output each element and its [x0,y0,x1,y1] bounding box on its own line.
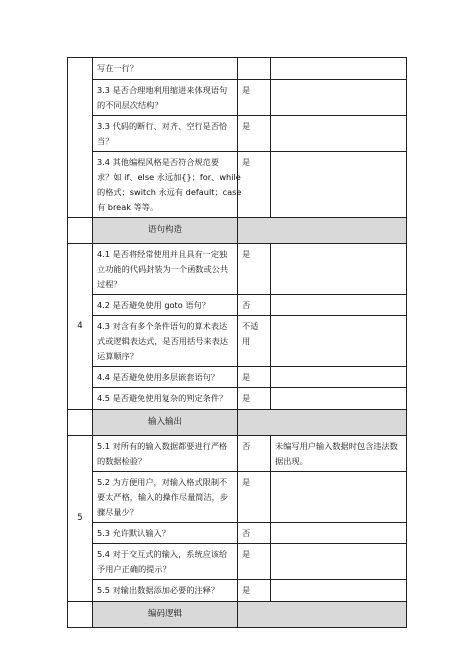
section-title: 编码逻辑 [93,602,238,628]
section-number-blank [68,218,93,244]
table-row [68,316,407,367]
check-note [271,544,407,580]
check-note [271,367,407,388]
section-number-blank [68,58,93,218]
cell-text-line: 5.4 对于交互式的输入，系统应该给 [97,549,228,559]
table-row [68,367,407,388]
check-note [271,472,407,523]
check-note [271,388,407,410]
cell-text-line: 4.2 是否避免使用 goto 语句？ [97,300,210,310]
check-note [271,316,407,367]
section-header-row [68,410,407,436]
cell-text-line: 予用户正确的提示？ [97,564,171,574]
section-title: 语句构造 [93,218,238,244]
section-title: 输入输出 [93,410,238,436]
check-result: 是 [238,152,271,218]
cell-text-line: 5.2 为方便用户，对输入格式限制不 [97,477,228,487]
check-result: 是 [238,544,271,580]
check-note [271,244,407,295]
check-item [93,544,238,580]
section-number: 5 [68,436,93,602]
cell-text-line: 写在一行？ [97,63,138,73]
check-item [93,58,238,80]
cell-text-line: 5.1 对所有的输入数据都要进行严格 [97,441,228,451]
check-result: 否 [238,436,271,472]
table-row [68,58,407,80]
table-row [68,580,407,602]
section-header-row [68,218,407,244]
table-row [68,152,407,218]
cell-text-line: 运算顺序？ [97,351,138,361]
cell-text-line: 要太严格，输入的操作尽量简洁，步 [97,492,229,502]
cell-text-line: 有 break 等等。 [97,202,159,212]
check-result: 是 [238,580,271,602]
cell-text-line: 3.3 代码的断行、对齐、空行是否恰 [97,121,228,131]
table-row [68,116,407,152]
check-result: 是 [238,367,271,388]
check-item [93,580,238,602]
checklist-table [67,57,407,628]
section-header-shade [238,218,407,244]
cell-text-line: 过程？ [97,279,122,289]
section-header-shade [238,602,407,628]
table-row [68,472,407,523]
table-row [68,388,407,410]
check-item [93,388,238,410]
check-result: 是 [238,472,271,523]
check-item [93,80,238,116]
check-note [271,152,407,218]
cell-text-line: 5.5 对输出数据添加必要的注释？ [97,585,220,595]
cell-text-line: 4.4 是否避免使用多层嵌套语句？ [97,372,220,382]
cell-text-line: 求？如 if、else 永远加{}；for、while [97,172,241,182]
check-note [271,523,407,544]
cell-text-line: 的不同层次结构？ [97,100,163,110]
section-number-blank [68,602,93,628]
check-result: 是 [238,244,271,295]
check-item [93,367,238,388]
check-item [93,152,242,218]
check-item [93,316,238,367]
cell-text-line: 3.3 是否合理地利用缩进来体现语句 [97,85,228,95]
table-row [68,295,407,316]
check-note [271,116,407,152]
check-note [271,295,407,316]
check-result: 不适用 [238,316,271,367]
check-result: 否 [238,523,271,544]
table-row [68,244,407,295]
cell-text-line: 骤尽量少？ [97,507,138,517]
check-item [93,244,238,295]
cell-text-line: 式或逻辑表达式，是否用括号来表达 [97,336,229,346]
check-result [238,58,271,80]
check-result: 是 [238,80,271,116]
cell-text-line: 立功能的代码封装为一个函数或公共 [97,264,229,274]
check-result: 是 [238,388,271,410]
section-number-blank [68,410,93,436]
check-note [271,80,407,116]
check-result: 否 [238,295,271,316]
section-number: 4 [68,244,93,410]
cell-text-line: 的数据检验？ [97,456,147,466]
cell-text-line: 5.3 允许默认输入？ [97,528,170,538]
table-row [68,80,407,116]
cell-text-line: 4.5 是否避免使用复杂的判定条件？ [97,393,228,403]
check-note [271,436,407,472]
cell-text-line: 4.3 对含有多个条件语句的算术表达 [97,321,228,331]
check-item [93,523,238,544]
check-result: 是 [238,116,271,152]
checklist-body [68,58,407,628]
cell-text-line: 3.4 其他编程风格是否符合规范要 [97,157,220,167]
table-row [68,436,407,472]
check-note [271,58,407,80]
table-row [68,544,407,580]
section-header-shade [238,410,407,436]
check-item [93,295,238,316]
cell-text-line: 当？ [97,136,114,146]
cell-text-line: 的格式；switch 永远有 default；case [97,187,242,197]
cell-text-line: 4.1 是否将经常使用并且具有一定独 [97,249,228,259]
check-note [271,580,407,602]
cell-text-line: 未编写用户输入数据时包含违法数 [275,441,398,451]
table-row [68,523,407,544]
section-header-row [68,602,407,628]
check-item [93,472,238,523]
cell-text-line: 据出现。 [275,456,308,466]
check-item [93,436,238,472]
check-item [93,116,238,152]
